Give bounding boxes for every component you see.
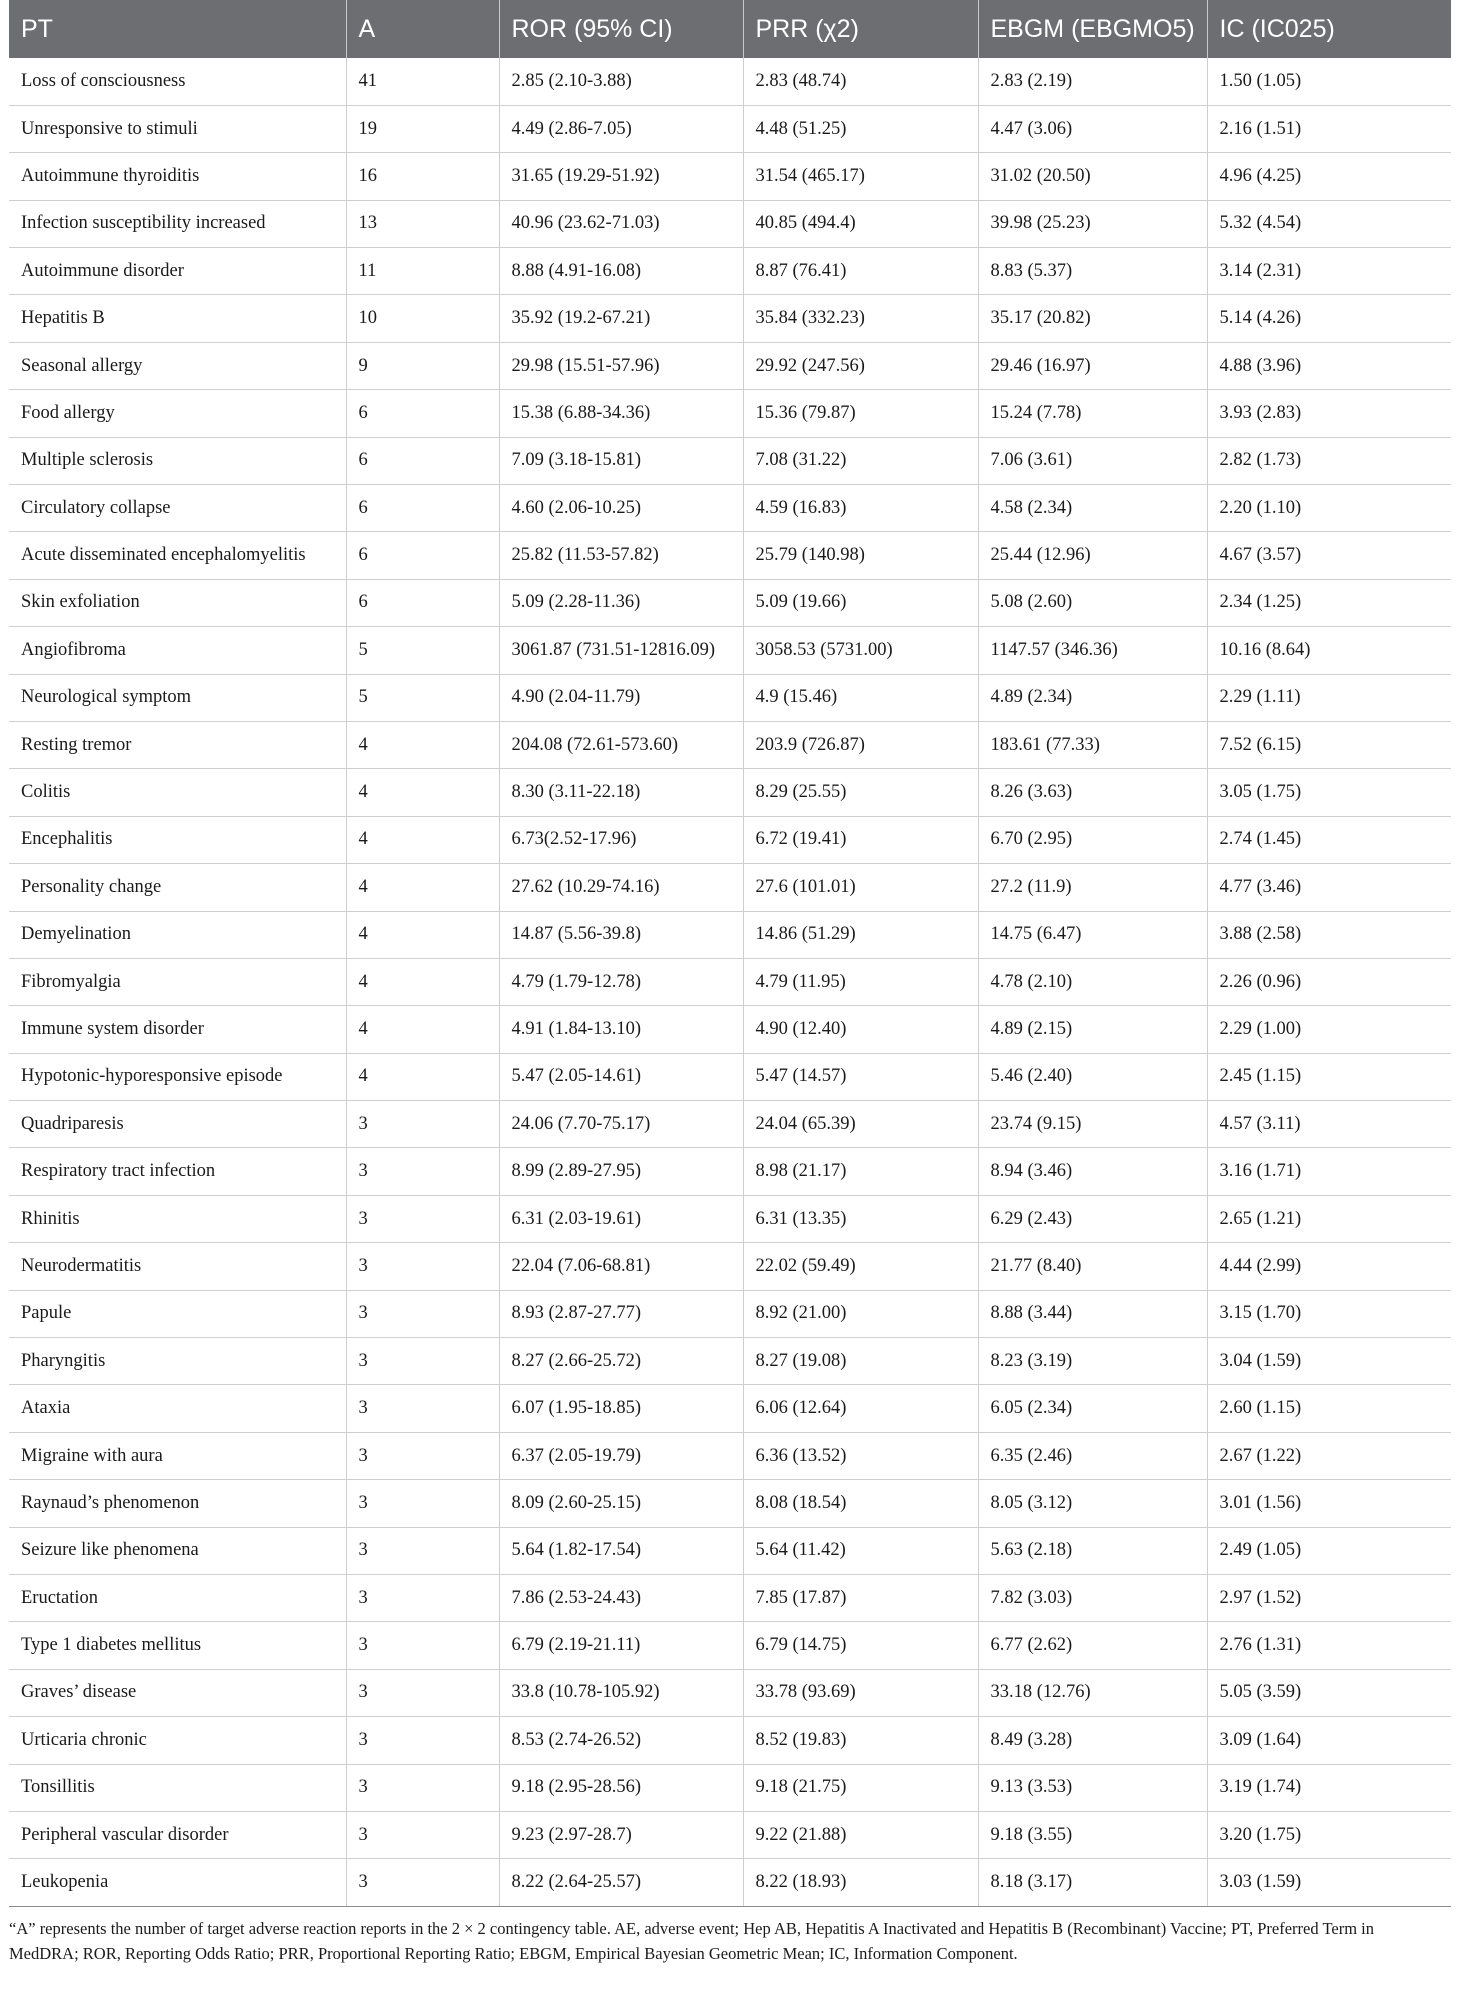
cell-pt: Autoimmune disorder (9, 248, 346, 295)
table-row (9, 579, 1451, 626)
table-row (9, 1480, 1451, 1527)
cell-a: 4 (346, 1006, 499, 1053)
cell-a: 41 (346, 58, 499, 105)
cell-a: 3 (346, 1575, 499, 1622)
cell-a: 4 (346, 816, 499, 863)
cell-pt: Unresponsive to stimuli (9, 105, 346, 152)
cell-prr: 6.79 (14.75) (743, 1622, 978, 1669)
cell-ic: 5.05 (3.59) (1207, 1669, 1451, 1716)
adverse-event-signal-table (9, 0, 1451, 1907)
cell-pt: Immune system disorder (9, 1006, 346, 1053)
cell-ebgm: 8.26 (3.63) (978, 769, 1207, 816)
cell-ror: 6.07 (1.95-18.85) (499, 1385, 743, 1432)
cell-a: 4 (346, 958, 499, 1005)
table-row (9, 864, 1451, 911)
cell-a: 3 (346, 1764, 499, 1811)
table-row (9, 1101, 1451, 1148)
table-row (9, 1338, 1451, 1385)
cell-prr: 4.48 (51.25) (743, 105, 978, 152)
document (9, 0, 1451, 1966)
table-row (9, 1195, 1451, 1242)
cell-prr: 8.92 (21.00) (743, 1290, 978, 1337)
cell-a: 3 (346, 1385, 499, 1432)
cell-ebgm: 27.2 (11.9) (978, 864, 1207, 911)
cell-a: 5 (346, 674, 499, 721)
cell-ror: 35.92 (19.2-67.21) (499, 295, 743, 342)
cell-pt: Acute disseminated encephalomyelitis (9, 532, 346, 579)
cell-ebgm: 6.35 (2.46) (978, 1432, 1207, 1479)
table-row (9, 1717, 1451, 1764)
table-row (9, 1622, 1451, 1669)
cell-ror: 8.53 (2.74-26.52) (499, 1717, 743, 1764)
cell-ebgm: 7.82 (3.03) (978, 1575, 1207, 1622)
cell-prr: 8.52 (19.83) (743, 1717, 978, 1764)
cell-ror: 4.60 (2.06-10.25) (499, 485, 743, 532)
cell-ror: 7.86 (2.53-24.43) (499, 1575, 743, 1622)
cell-ic: 4.96 (4.25) (1207, 153, 1451, 200)
cell-pt: Resting tremor (9, 721, 346, 768)
cell-ebgm: 39.98 (25.23) (978, 200, 1207, 247)
header-row (9, 0, 1451, 58)
cell-pt: Personality change (9, 864, 346, 911)
cell-ebgm: 8.23 (3.19) (978, 1338, 1207, 1385)
cell-ic: 3.19 (1.74) (1207, 1764, 1451, 1811)
cell-prr: 35.84 (332.23) (743, 295, 978, 342)
cell-ror: 9.23 (2.97-28.7) (499, 1811, 743, 1858)
cell-a: 4 (346, 864, 499, 911)
cell-a: 3 (346, 1432, 499, 1479)
cell-prr: 25.79 (140.98) (743, 532, 978, 579)
cell-ror: 40.96 (23.62-71.03) (499, 200, 743, 247)
cell-ror: 3061.87 (731.51-12816.09) (499, 627, 743, 674)
cell-a: 3 (346, 1480, 499, 1527)
cell-prr: 24.04 (65.39) (743, 1101, 978, 1148)
table-row (9, 1385, 1451, 1432)
cell-pt: Neurodermatitis (9, 1243, 346, 1290)
cell-a: 3 (346, 1717, 499, 1764)
cell-ebgm: 21.77 (8.40) (978, 1243, 1207, 1290)
cell-ebgm: 4.89 (2.34) (978, 674, 1207, 721)
cell-prr: 5.64 (11.42) (743, 1527, 978, 1574)
cell-a: 6 (346, 485, 499, 532)
cell-ic: 2.45 (1.15) (1207, 1053, 1451, 1100)
cell-ror: 31.65 (19.29-51.92) (499, 153, 743, 200)
cell-prr: 6.36 (13.52) (743, 1432, 978, 1479)
cell-prr: 40.85 (494.4) (743, 200, 978, 247)
cell-a: 6 (346, 390, 499, 437)
cell-ror: 4.79 (1.79-12.78) (499, 958, 743, 1005)
cell-ror: 7.09 (3.18-15.81) (499, 437, 743, 484)
table-row (9, 1859, 1451, 1906)
cell-ic: 3.16 (1.71) (1207, 1148, 1451, 1195)
cell-ic: 4.88 (3.96) (1207, 342, 1451, 389)
cell-prr: 31.54 (465.17) (743, 153, 978, 200)
table-row (9, 1432, 1451, 1479)
cell-ror: 8.30 (3.11-22.18) (499, 769, 743, 816)
cell-ic: 3.20 (1.75) (1207, 1811, 1451, 1858)
table-row (9, 958, 1451, 1005)
cell-ic: 4.67 (3.57) (1207, 532, 1451, 579)
cell-ebgm: 5.08 (2.60) (978, 579, 1207, 626)
table-row (9, 1527, 1451, 1574)
cell-prr: 33.78 (93.69) (743, 1669, 978, 1716)
cell-ebgm: 35.17 (20.82) (978, 295, 1207, 342)
cell-ic: 2.29 (1.00) (1207, 1006, 1451, 1053)
cell-ic: 3.01 (1.56) (1207, 1480, 1451, 1527)
cell-ror: 25.82 (11.53-57.82) (499, 532, 743, 579)
header-pt: PT (9, 0, 346, 58)
cell-a: 4 (346, 721, 499, 768)
cell-ic: 2.76 (1.31) (1207, 1622, 1451, 1669)
header-ror: ROR (95% CI) (499, 0, 743, 58)
cell-ror: 9.18 (2.95-28.56) (499, 1764, 743, 1811)
cell-prr: 6.06 (12.64) (743, 1385, 978, 1432)
header-ic: IC (IC025) (1207, 0, 1451, 58)
cell-ic: 3.14 (2.31) (1207, 248, 1451, 295)
cell-ic: 3.09 (1.64) (1207, 1717, 1451, 1764)
cell-ebgm: 8.88 (3.44) (978, 1290, 1207, 1337)
cell-pt: Migraine with aura (9, 1432, 346, 1479)
cell-a: 9 (346, 342, 499, 389)
table-row (9, 1290, 1451, 1337)
cell-ror: 8.09 (2.60-25.15) (499, 1480, 743, 1527)
cell-ebgm: 8.18 (3.17) (978, 1859, 1207, 1906)
cell-pt: Neurological symptom (9, 674, 346, 721)
cell-ror: 8.22 (2.64-25.57) (499, 1859, 743, 1906)
cell-ic: 2.16 (1.51) (1207, 105, 1451, 152)
cell-prr: 3058.53 (5731.00) (743, 627, 978, 674)
cell-ebgm: 33.18 (12.76) (978, 1669, 1207, 1716)
cell-ebgm: 6.29 (2.43) (978, 1195, 1207, 1242)
table-row (9, 1148, 1451, 1195)
table-row (9, 153, 1451, 200)
cell-prr: 5.47 (14.57) (743, 1053, 978, 1100)
cell-ebgm: 4.89 (2.15) (978, 1006, 1207, 1053)
cell-ic: 4.44 (2.99) (1207, 1243, 1451, 1290)
cell-ebgm: 5.46 (2.40) (978, 1053, 1207, 1100)
cell-pt: Quadriparesis (9, 1101, 346, 1148)
cell-ebgm: 4.78 (2.10) (978, 958, 1207, 1005)
cell-ebgm: 8.05 (3.12) (978, 1480, 1207, 1527)
cell-prr: 5.09 (19.66) (743, 579, 978, 626)
cell-pt: Infection susceptibility increased (9, 200, 346, 247)
cell-pt: Respiratory tract infection (9, 1148, 346, 1195)
table-row (9, 1575, 1451, 1622)
cell-ic: 3.03 (1.59) (1207, 1859, 1451, 1906)
cell-a: 4 (346, 1053, 499, 1100)
table-row (9, 816, 1451, 863)
cell-ic: 3.15 (1.70) (1207, 1290, 1451, 1337)
cell-ebgm: 8.94 (3.46) (978, 1148, 1207, 1195)
cell-a: 3 (346, 1527, 499, 1574)
table-row (9, 485, 1451, 532)
table-row (9, 295, 1451, 342)
cell-pt: Type 1 diabetes mellitus (9, 1622, 346, 1669)
cell-pt: Seizure like phenomena (9, 1527, 346, 1574)
cell-a: 4 (346, 911, 499, 958)
cell-ebgm: 4.58 (2.34) (978, 485, 1207, 532)
cell-ic: 2.74 (1.45) (1207, 816, 1451, 863)
cell-prr: 8.22 (18.93) (743, 1859, 978, 1906)
cell-ror: 27.62 (10.29-74.16) (499, 864, 743, 911)
cell-ror: 8.27 (2.66-25.72) (499, 1338, 743, 1385)
cell-pt: Loss of consciousness (9, 58, 346, 105)
cell-a: 3 (346, 1859, 499, 1906)
cell-a: 6 (346, 437, 499, 484)
cell-ror: 6.37 (2.05-19.79) (499, 1432, 743, 1479)
cell-ebgm: 6.77 (2.62) (978, 1622, 1207, 1669)
cell-pt: Circulatory collapse (9, 485, 346, 532)
cell-ic: 2.67 (1.22) (1207, 1432, 1451, 1479)
cell-prr: 8.98 (21.17) (743, 1148, 978, 1195)
cell-pt: Pharyngitis (9, 1338, 346, 1385)
table-row (9, 769, 1451, 816)
table-body (9, 58, 1451, 1906)
cell-prr: 6.31 (13.35) (743, 1195, 978, 1242)
cell-ror: 24.06 (7.70-75.17) (499, 1101, 743, 1148)
cell-pt: Angiofibroma (9, 627, 346, 674)
cell-a: 3 (346, 1101, 499, 1148)
table-row (9, 437, 1451, 484)
cell-ror: 4.91 (1.84-13.10) (499, 1006, 743, 1053)
cell-ror: 33.8 (10.78-105.92) (499, 1669, 743, 1716)
cell-ror: 5.09 (2.28-11.36) (499, 579, 743, 626)
cell-ic: 7.52 (6.15) (1207, 721, 1451, 768)
cell-a: 3 (346, 1669, 499, 1716)
header-a: A (346, 0, 499, 58)
cell-ebgm: 8.49 (3.28) (978, 1717, 1207, 1764)
cell-prr: 8.08 (18.54) (743, 1480, 978, 1527)
cell-ic: 2.97 (1.52) (1207, 1575, 1451, 1622)
cell-ic: 2.49 (1.05) (1207, 1527, 1451, 1574)
cell-a: 6 (346, 532, 499, 579)
table-row (9, 1811, 1451, 1858)
cell-pt: Peripheral vascular disorder (9, 1811, 346, 1858)
cell-a: 11 (346, 248, 499, 295)
cell-pt: Raynaud’s phenomenon (9, 1480, 346, 1527)
cell-ror: 6.73(2.52-17.96) (499, 816, 743, 863)
cell-ic: 2.26 (0.96) (1207, 958, 1451, 1005)
cell-prr: 22.02 (59.49) (743, 1243, 978, 1290)
cell-pt: Ataxia (9, 1385, 346, 1432)
cell-ic: 5.14 (4.26) (1207, 295, 1451, 342)
table-row (9, 1053, 1451, 1100)
cell-pt: Demyelination (9, 911, 346, 958)
table-row (9, 390, 1451, 437)
cell-a: 3 (346, 1290, 499, 1337)
cell-ebgm: 25.44 (12.96) (978, 532, 1207, 579)
cell-pt: Fibromyalgia (9, 958, 346, 1005)
cell-ebgm: 8.83 (5.37) (978, 248, 1207, 295)
cell-prr: 8.27 (19.08) (743, 1338, 978, 1385)
cell-pt: Tonsillitis (9, 1764, 346, 1811)
cell-ic: 10.16 (8.64) (1207, 627, 1451, 674)
cell-prr: 4.79 (11.95) (743, 958, 978, 1005)
cell-prr: 8.29 (25.55) (743, 769, 978, 816)
cell-a: 3 (346, 1148, 499, 1195)
cell-prr: 6.72 (19.41) (743, 816, 978, 863)
cell-prr: 7.85 (17.87) (743, 1575, 978, 1622)
cell-prr: 203.9 (726.87) (743, 721, 978, 768)
cell-ic: 4.57 (3.11) (1207, 1101, 1451, 1148)
cell-ic: 3.93 (2.83) (1207, 390, 1451, 437)
table-row (9, 1243, 1451, 1290)
cell-ebgm: 6.05 (2.34) (978, 1385, 1207, 1432)
cell-ic: 2.20 (1.10) (1207, 485, 1451, 532)
cell-ebgm: 2.83 (2.19) (978, 58, 1207, 105)
cell-ic: 2.29 (1.11) (1207, 674, 1451, 721)
cell-ic: 3.88 (2.58) (1207, 911, 1451, 958)
cell-pt: Rhinitis (9, 1195, 346, 1242)
table-row (9, 58, 1451, 105)
cell-pt: Encephalitis (9, 816, 346, 863)
cell-ebgm: 7.06 (3.61) (978, 437, 1207, 484)
cell-prr: 9.22 (21.88) (743, 1811, 978, 1858)
cell-pt: Hepatitis B (9, 295, 346, 342)
header-prr: PRR (χ2) (743, 0, 978, 58)
cell-ic: 2.82 (1.73) (1207, 437, 1451, 484)
table-row (9, 200, 1451, 247)
cell-ebgm: 6.70 (2.95) (978, 816, 1207, 863)
cell-ebgm: 29.46 (16.97) (978, 342, 1207, 389)
table-row (9, 911, 1451, 958)
cell-a: 13 (346, 200, 499, 247)
cell-a: 3 (346, 1622, 499, 1669)
cell-ror: 8.99 (2.89-27.95) (499, 1148, 743, 1195)
cell-ror: 4.90 (2.04-11.79) (499, 674, 743, 721)
cell-pt: Autoimmune thyroiditis (9, 153, 346, 200)
cell-pt: Multiple sclerosis (9, 437, 346, 484)
cell-ror: 29.98 (15.51-57.96) (499, 342, 743, 389)
cell-a: 10 (346, 295, 499, 342)
table-row (9, 248, 1451, 295)
cell-ror: 6.31 (2.03-19.61) (499, 1195, 743, 1242)
table-row (9, 1669, 1451, 1716)
cell-a: 3 (346, 1195, 499, 1242)
table-row (9, 674, 1451, 721)
cell-ebgm: 9.18 (3.55) (978, 1811, 1207, 1858)
cell-prr: 8.87 (76.41) (743, 248, 978, 295)
cell-ebgm: 14.75 (6.47) (978, 911, 1207, 958)
cell-pt: Skin exfoliation (9, 579, 346, 626)
cell-prr: 4.59 (16.83) (743, 485, 978, 532)
cell-a: 19 (346, 105, 499, 152)
cell-prr: 29.92 (247.56) (743, 342, 978, 389)
cell-prr: 9.18 (21.75) (743, 1764, 978, 1811)
cell-pt: Papule (9, 1290, 346, 1337)
cell-pt: Graves’ disease (9, 1669, 346, 1716)
cell-ror: 8.93 (2.87-27.77) (499, 1290, 743, 1337)
table-footnote: “A” represents the number of target adverse reaction reports in the 2 × 2 contingency table. AE, adverse event; Hep AB, Hepatitis A Inactivated and Hepatitis B (Recombinant) Vaccine; PT, Preferred Term in MedDRA; ROR, Reporting Odds Ratio; PRR, Proportional Reporting Ratio; EBGM, Empirical Bayesian Geometric Mean; IC, Information Component. (9, 1918, 1374, 1963)
table-row (9, 1006, 1451, 1053)
cell-a: 16 (346, 153, 499, 200)
cell-ebgm: 5.63 (2.18) (978, 1527, 1207, 1574)
cell-ebgm: 23.74 (9.15) (978, 1101, 1207, 1148)
cell-pt: Eructation (9, 1575, 346, 1622)
cell-ebgm: 15.24 (7.78) (978, 390, 1207, 437)
cell-pt: Food allergy (9, 390, 346, 437)
cell-prr: 2.83 (48.74) (743, 58, 978, 105)
cell-ror: 15.38 (6.88-34.36) (499, 390, 743, 437)
cell-ror: 5.47 (2.05-14.61) (499, 1053, 743, 1100)
cell-a: 3 (346, 1811, 499, 1858)
cell-ebgm: 31.02 (20.50) (978, 153, 1207, 200)
cell-pt: Seasonal allergy (9, 342, 346, 389)
cell-a: 4 (346, 769, 499, 816)
cell-ic: 4.77 (3.46) (1207, 864, 1451, 911)
cell-ic: 3.05 (1.75) (1207, 769, 1451, 816)
cell-prr: 14.86 (51.29) (743, 911, 978, 958)
table-row (9, 342, 1451, 389)
cell-a: 6 (346, 579, 499, 626)
cell-a: 3 (346, 1243, 499, 1290)
table-header (9, 0, 1451, 58)
cell-ror: 22.04 (7.06-68.81) (499, 1243, 743, 1290)
cell-pt: Leukopenia (9, 1859, 346, 1906)
table-row (9, 105, 1451, 152)
cell-a: 3 (346, 1338, 499, 1385)
table-row (9, 721, 1451, 768)
cell-pt: Urticaria chronic (9, 1717, 346, 1764)
cell-ror: 2.85 (2.10-3.88) (499, 58, 743, 105)
cell-prr: 4.90 (12.40) (743, 1006, 978, 1053)
cell-ror: 14.87 (5.56-39.8) (499, 911, 743, 958)
cell-prr: 27.6 (101.01) (743, 864, 978, 911)
cell-ror: 6.79 (2.19-21.11) (499, 1622, 743, 1669)
cell-ic: 2.65 (1.21) (1207, 1195, 1451, 1242)
cell-ic: 1.50 (1.05) (1207, 58, 1451, 105)
table-row (9, 532, 1451, 579)
table-row (9, 1764, 1451, 1811)
cell-ebgm: 4.47 (3.06) (978, 105, 1207, 152)
cell-ebgm: 183.61 (77.33) (978, 721, 1207, 768)
cell-prr: 4.9 (15.46) (743, 674, 978, 721)
table-row (9, 627, 1451, 674)
cell-ror: 4.49 (2.86-7.05) (499, 105, 743, 152)
cell-ic: 5.32 (4.54) (1207, 200, 1451, 247)
cell-pt: Colitis (9, 769, 346, 816)
cell-prr: 7.08 (31.22) (743, 437, 978, 484)
cell-ror: 204.08 (72.61-573.60) (499, 721, 743, 768)
cell-pt: Hypotonic-hyporesponsive episode (9, 1053, 346, 1100)
cell-a: 5 (346, 627, 499, 674)
cell-ror: 5.64 (1.82-17.54) (499, 1527, 743, 1574)
cell-prr: 15.36 (79.87) (743, 390, 978, 437)
cell-ic: 3.04 (1.59) (1207, 1338, 1451, 1385)
cell-ebgm: 9.13 (3.53) (978, 1764, 1207, 1811)
cell-ror: 8.88 (4.91-16.08) (499, 248, 743, 295)
header-ebgm: EBGM (EBGMO5) (978, 0, 1207, 58)
cell-ebgm: 1147.57 (346.36) (978, 627, 1207, 674)
cell-ic: 2.60 (1.15) (1207, 1385, 1451, 1432)
cell-ic: 2.34 (1.25) (1207, 579, 1451, 626)
